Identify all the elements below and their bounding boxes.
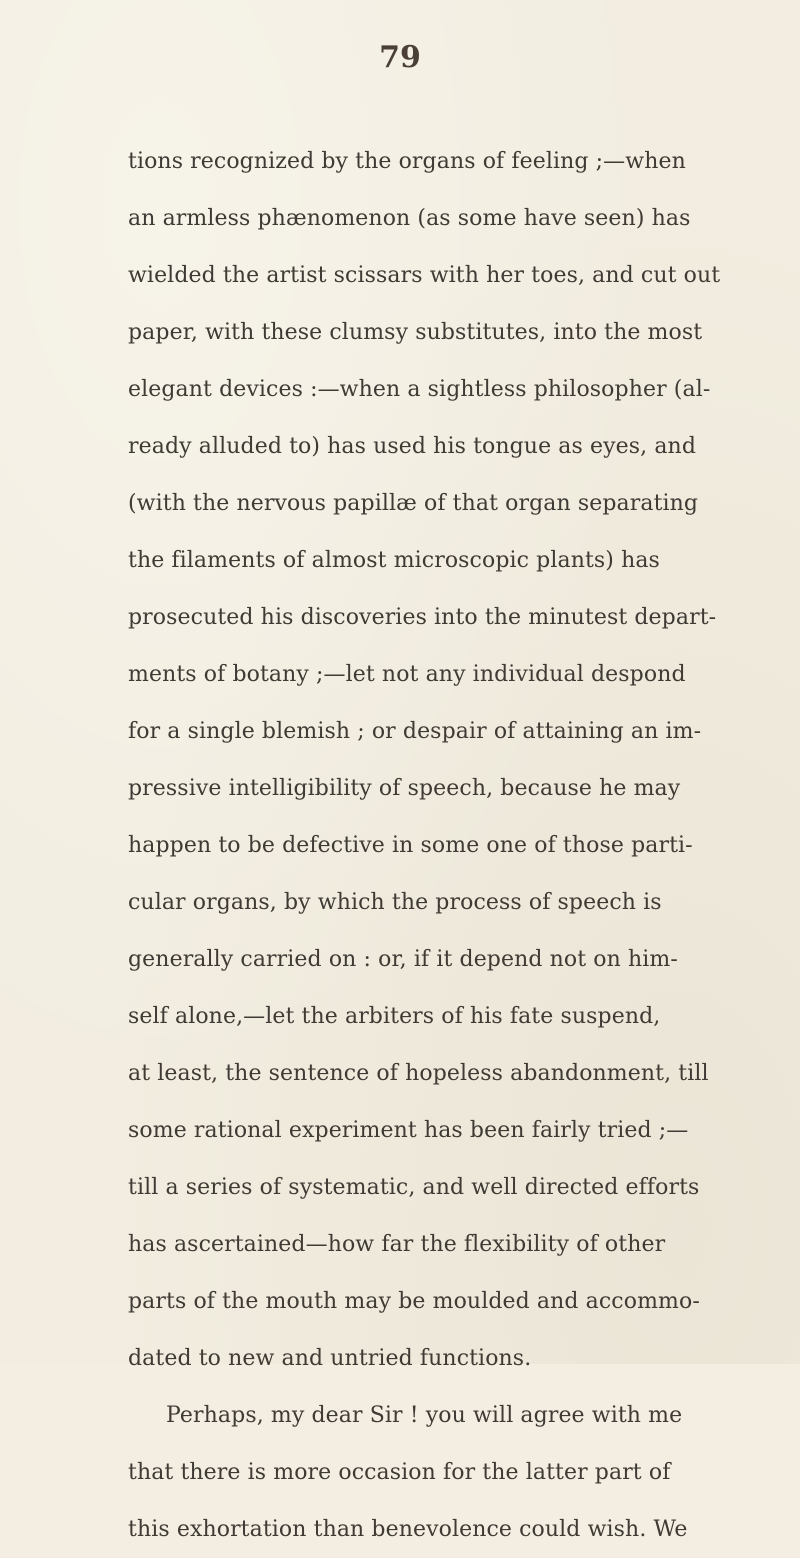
text-line: an armless phænomenon (as some have seen) has — [128, 206, 691, 231]
text-line: elegant devices :—when a sightless philosopher (al- — [128, 377, 711, 402]
text-line: that there is more occasion for the latter part of — [128, 1460, 671, 1485]
text-line: ments of botany ;—let not any individual despond — [128, 662, 686, 687]
text-line: till a series of systematic, and well directed efforts — [128, 1175, 700, 1200]
body-text — [128, 133, 788, 1558]
text-line: some rational experiment has been fairly tried ;— — [128, 1118, 689, 1143]
text-line: the filaments of almost microscopic plants) has — [128, 548, 660, 573]
text-line: for a single blemish ; or despair of attaining an im- — [128, 719, 702, 744]
text-line: this exhortation than benevolence could wish. We — [128, 1517, 688, 1542]
text-line: paper, with these clumsy substitutes, into the most — [128, 320, 703, 345]
text-line: parts of the mouth may be moulded and accommo- — [128, 1289, 700, 1314]
text-line: self alone,—let the arbiters of his fate suspend, — [128, 1004, 661, 1029]
text-line: ready alluded to) has used his tongue as eyes, and — [128, 434, 696, 459]
page-number: 79 — [379, 40, 421, 75]
text-line: at least, the sentence of hopeless abandonment, till — [128, 1061, 709, 1086]
paragraph-start-line: Perhaps, my dear Sir ! you will agree with me — [166, 1403, 683, 1428]
text-line: cular organs, by which the process of speech is — [128, 890, 662, 915]
text-line: prosecuted his discoveries into the minutest depart- — [128, 605, 717, 630]
text-line: pressive intelligibility of speech, because he may — [128, 776, 681, 801]
text-line: dated to new and untried functions. — [128, 1346, 532, 1371]
text-line: generally carried on : or, if it depend not on him- — [128, 947, 678, 972]
text-line: (with the nervous papillæ of that organ separating — [128, 491, 699, 516]
text-line: happen to be defective in some one of those parti- — [128, 833, 693, 858]
text-line: tions recognized by the organs of feeling ;—when — [128, 149, 686, 174]
text-line: wielded the artist scissars with her toes, and cut out — [128, 263, 721, 288]
text-line: has ascertained—how far the flexibility of other — [128, 1232, 666, 1257]
